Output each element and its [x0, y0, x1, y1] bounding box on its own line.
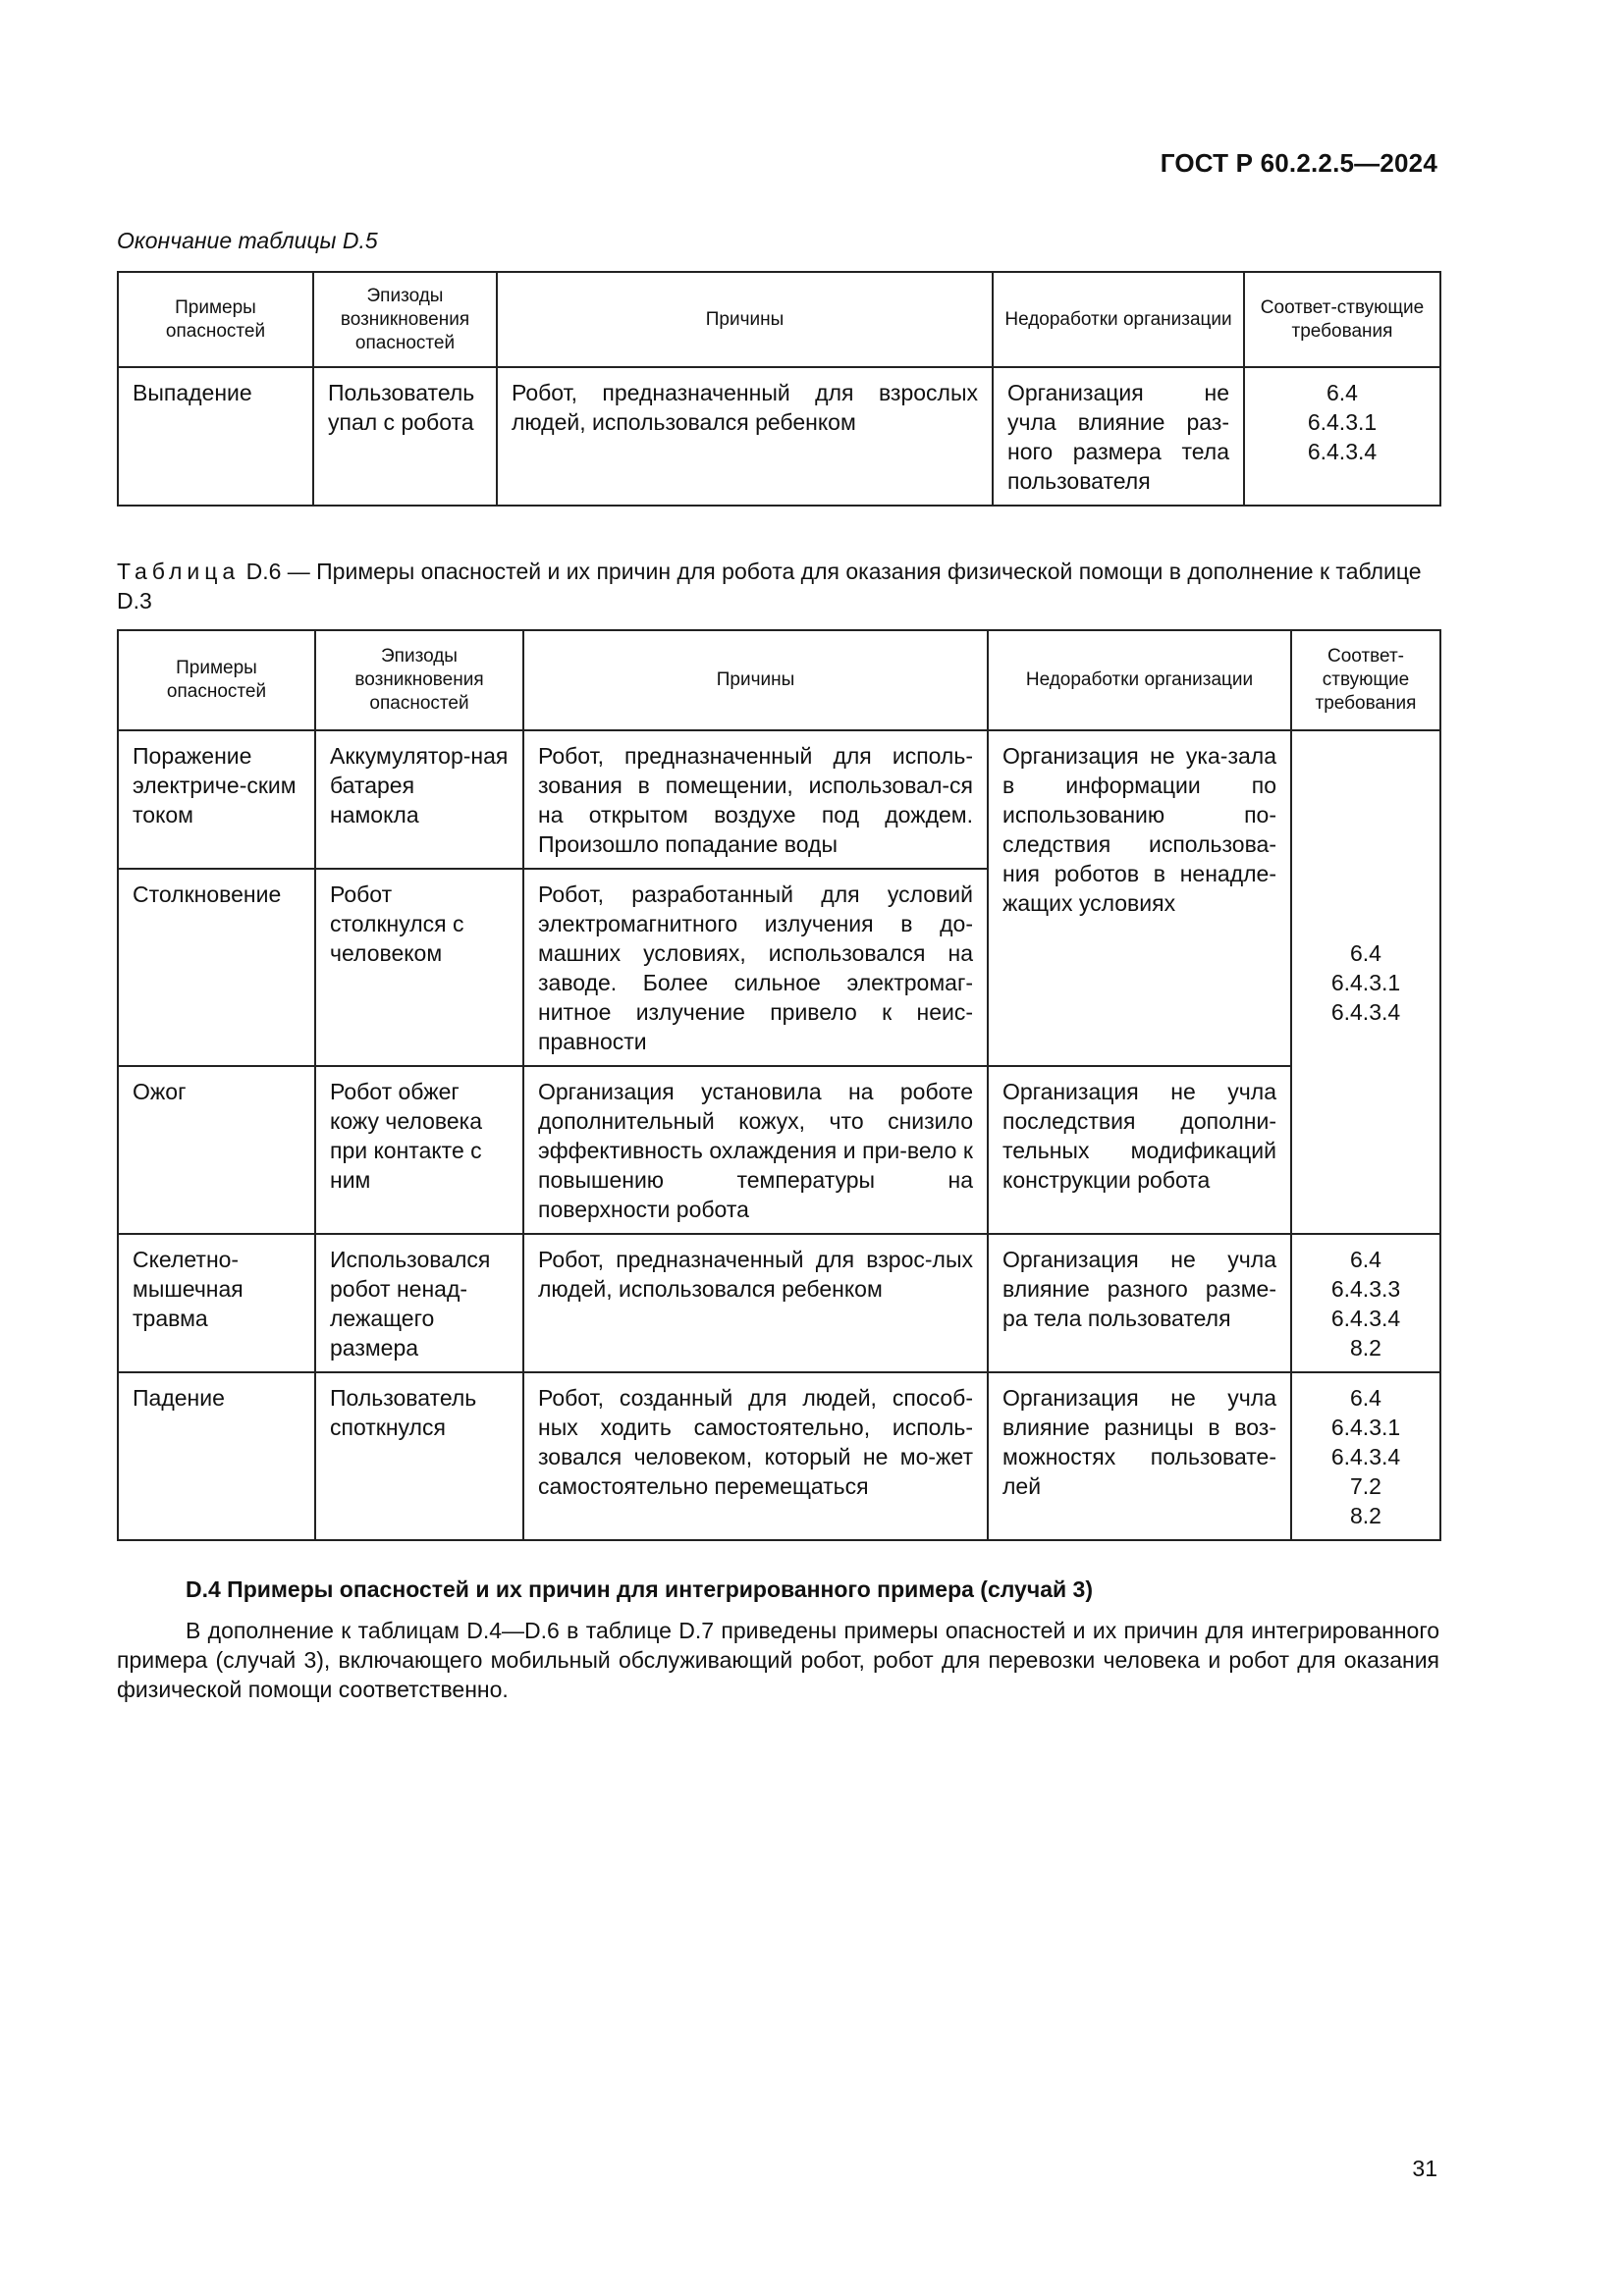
table-d6	[117, 629, 1441, 1541]
cell-cause: Робот, предназначенный для взрос-лых людей, использовался ребенком	[523, 1234, 988, 1372]
table-d5-continuation-caption: Окончание таблицы D.5	[117, 228, 378, 253]
section-heading: D.4 Примеры опасностей и их причин для интегрированного примера (случай 3)	[186, 1576, 1093, 1602]
requirement-ref: 6.4.3.1	[1330, 970, 1401, 995]
table-row	[118, 1066, 1440, 1234]
cell-deficiency: Организация не учла влияние раз-ного размера тела пользователя	[993, 367, 1244, 506]
cell-deficiency: Организация не учла влияние разного разме-ра тела пользователя	[988, 1234, 1291, 1372]
section-paragraph: В дополнение к таблицам D.4—D.6 в таблице D.7 приведены примеры опасностей и их причин для интегрированного примера (случай 3), включающего мобильный обслуживающий робот, робот для перевозки человека и робот для оказания физической помощи соответственно.	[117, 1618, 1439, 1702]
cell-episode: Использовался робот ненад-лежащего размера	[315, 1234, 523, 1372]
table-label: Таблица	[117, 559, 241, 584]
column-header-hazards: Примеры опасностей	[118, 272, 313, 367]
cell-episode: Пользователь споткнулся	[315, 1372, 523, 1540]
cell-hazard: Ожог	[118, 1066, 315, 1234]
requirement-ref: 6.4.3.4	[1330, 1306, 1401, 1331]
page-number: 31	[1412, 2156, 1437, 2181]
table-header-row	[118, 272, 1440, 367]
requirement-ref: 6.4.3.4	[1307, 439, 1378, 464]
requirement-ref: 7.2	[1350, 1473, 1381, 1499]
column-header-causes: Причины	[497, 272, 993, 367]
cell-episode: Робот столкнулся с человеком	[315, 869, 523, 1066]
column-header-episodes: Эпизоды возникновения опасностей	[313, 272, 497, 367]
cell-hazard: Столкновение	[118, 869, 315, 1066]
table-row	[118, 1372, 1440, 1540]
cell-cause: Робот, разработанный для условий электромагнитного излучения в до-машних условиях, использовался на заводе. Более сильное электромаг-нитное излучение привело к неис-правности	[523, 869, 988, 1066]
requirement-ref: 8.2	[1350, 1335, 1381, 1361]
table-row	[118, 367, 1440, 506]
cell-episode: Аккумулятор-ная батарея намокла	[315, 730, 523, 869]
table-title: D.6 — Примеры опасностей и их причин для робота для оказания физической помощи в дополнение к таблице D.3	[117, 559, 1422, 614]
cell-requirements	[1244, 367, 1440, 506]
requirement-ref: 6.4	[1350, 940, 1381, 966]
cell-hazard: Скелетно-мышечная травма	[118, 1234, 315, 1372]
requirement-ref: 8.2	[1350, 1503, 1381, 1528]
cell-hazard: Выпадение	[118, 367, 313, 506]
cell-cause: Робот, созданный для людей, способ-ных ходить самостоятельно, исполь-зовался человеком, который не мо-жет самостоятельно перемещаться	[523, 1372, 988, 1540]
cell-deficiency: Организация не учла влияние разницы в воз-можностях пользовате-лей	[988, 1372, 1291, 1540]
requirement-ref: 6.4.3.1	[1307, 409, 1378, 435]
requirement-ref: 6.4	[1350, 1385, 1381, 1411]
table-row	[118, 1234, 1440, 1372]
column-header-requirements: Соответ-ствующие требования	[1244, 272, 1440, 367]
requirement-ref: 6.4	[1350, 1247, 1381, 1272]
cell-deficiency-shared: Организация не ука-зала в информации по использованию по-следствия использова-ния роботов в ненадле-жащих условиях	[988, 730, 1291, 1066]
cell-hazard: Падение	[118, 1372, 315, 1540]
table-header-row	[118, 630, 1440, 730]
cell-cause: Робот, предназначенный для взрослых людей, использовался ребенком	[497, 367, 993, 506]
column-header-deficiencies: Недоработки организации	[988, 630, 1291, 730]
requirement-ref: 6.4.3.4	[1330, 1444, 1401, 1469]
column-header-deficiencies: Недоработки организации	[993, 272, 1244, 367]
cell-requirements-shared	[1291, 730, 1440, 1234]
column-header-hazards: Примеры опасностей	[118, 630, 315, 730]
cell-cause: Робот, предназначенный для исполь-зования в помещении, использовал-ся на открытом воздухе под дождем. Произошло попадание воды	[523, 730, 988, 869]
cell-cause: Организация установила на роботе дополнительный кожух, что снизило эффективность охлаждения и при-вело к повышению температуры на поверхности робота	[523, 1066, 988, 1234]
requirement-ref: 6.4.3.4	[1330, 999, 1401, 1025]
standard-id: ГОСТ Р 60.2.2.5—2024	[1160, 148, 1437, 178]
cell-hazard: Поражение электриче-ским током	[118, 730, 315, 869]
column-header-episodes: Эпизоды возникновения опасностей	[315, 630, 523, 730]
cell-deficiency: Организация не учла последствия дополни-тельных модификаций конструкции робота	[988, 1066, 1291, 1234]
requirement-ref: 6.4.3.1	[1330, 1415, 1401, 1440]
cell-episode: Робот обжег кожу человека при контакте с ним	[315, 1066, 523, 1234]
table-row	[118, 730, 1440, 869]
section-d4	[117, 1575, 1439, 1704]
cell-requirements	[1291, 1372, 1440, 1540]
table-d6-caption	[117, 557, 1439, 615]
column-header-causes: Причины	[523, 630, 988, 730]
table-d5-end	[117, 271, 1441, 507]
column-header-requirements: Соответ-ствующие требования	[1291, 630, 1440, 730]
requirement-ref: 6.4.3.3	[1330, 1276, 1401, 1302]
requirement-ref: 6.4	[1326, 380, 1358, 405]
cell-episode: Пользователь упал с робота	[313, 367, 497, 506]
cell-requirements	[1291, 1234, 1440, 1372]
